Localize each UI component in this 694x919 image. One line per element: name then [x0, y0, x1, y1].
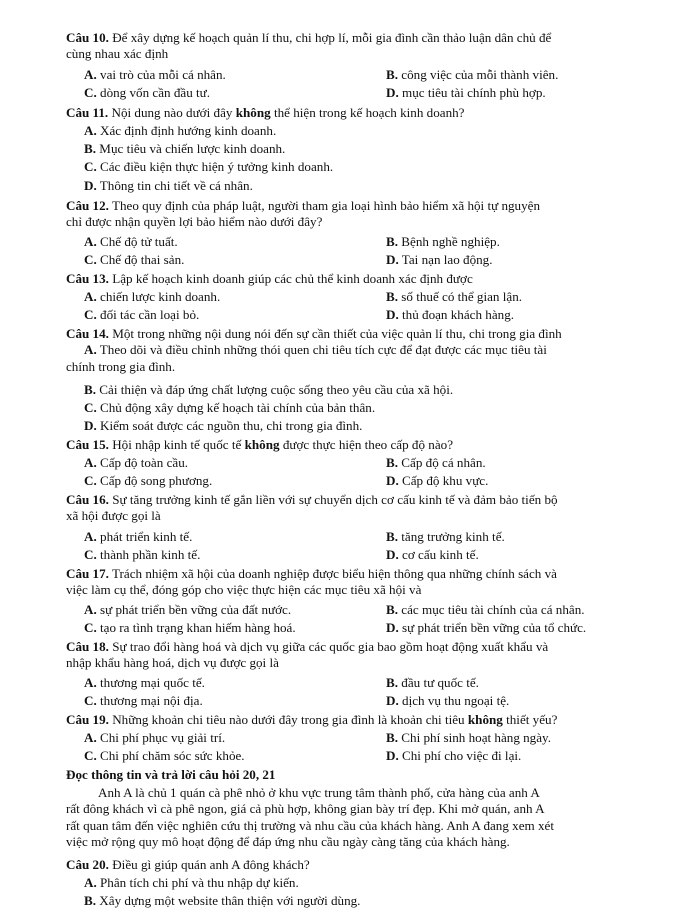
option-c: C. Chủ động xây dựng kế hoạch tài chính của bản thân.	[84, 400, 376, 415]
keyword: không	[467, 712, 503, 727]
question-17	[66, 566, 632, 638]
option-d: D. Thông tin chi tiết về cá nhân.	[84, 178, 253, 193]
option-d: D. mục tiêu tài chính phù hợp.	[386, 85, 546, 100]
question-number: Câu 18.	[66, 639, 109, 654]
question-16-stem: Câu 16. Sự tăng trưởng kinh tế gắn liền với sự chuyển dịch cơ cấu kinh tế và đảm bảo tiến bộ	[66, 492, 558, 507]
question-number: Câu 13.	[66, 271, 109, 286]
passage-line: rất quan tâm đến việc nghiên cứu thị trường và nhu cầu của khách hàng. Anh A đang xem xét	[66, 817, 554, 833]
option-d: D. Cấp độ khu vực.	[386, 473, 489, 488]
reading-passage	[66, 785, 632, 857]
passage-line: Anh A là chủ 1 quán cà phê nhỏ ở khu vực trung tâm thành phố, cửa hàng của anh A	[98, 785, 540, 800]
section-heading: Đọc thông tin và trả lời câu hỏi 20, 21	[66, 767, 276, 782]
option-a: A. phát triển kinh tế.	[84, 529, 193, 544]
question-text: chỉ được nhận quyền lợi bảo hiểm nào dưới đây?	[66, 214, 323, 230]
question-15-stem: Câu 15. Hội nhập kinh tế quốc tế không được thực hiện theo cấp độ nào?	[66, 437, 454, 452]
question-13-stem: Câu 13. Lập kế hoạch kinh doanh giúp các chủ thể kinh doanh xác định được	[66, 271, 473, 286]
option-b: B. Chi phí sinh hoạt hàng ngày.	[386, 730, 552, 745]
question-18	[66, 639, 632, 711]
question-number: Câu 10.	[66, 30, 109, 45]
question-17-stem: Câu 17. Trách nhiệm xã hội của doanh nghiệp được biểu hiện thông qua những chính sách và	[66, 566, 557, 581]
option-b: B. Bệnh nghề nghiệp.	[386, 234, 500, 249]
question-12-stem: Câu 12. Theo quy định của pháp luật, người tham gia loại hình bảo hiểm xã hội tự nguyện	[66, 198, 541, 213]
question-text: việc làm cụ thể, đóng góp cho việc thực hiện các mục tiêu xã hội và	[66, 582, 422, 598]
question-number: Câu 12.	[66, 198, 109, 213]
question-number: Câu 17.	[66, 566, 109, 581]
option-d: D. Chi phí cho việc đi lại.	[386, 748, 522, 763]
option-c: C. Chi phí chăm sóc sức khỏe.	[84, 748, 245, 763]
question-14-stem: Câu 14. Một trong những nội dung nói đến sự cần thiết của việc quản lí thu, chi trong gia đình	[66, 326, 562, 341]
option-b: B. đầu tư quốc tế.	[386, 675, 479, 690]
keyword: không	[235, 105, 271, 120]
option-c: C. Các điều kiện thực hiện ý tưởng kinh doanh.	[84, 159, 334, 174]
option-a: A. Chi phí phục vụ giải trí.	[84, 730, 226, 745]
option-b: B. số thuế có thể gian lận.	[386, 289, 523, 304]
question-14	[66, 326, 632, 438]
question-number: Câu 14.	[66, 326, 109, 341]
option-a: A. thương mại quốc tế.	[84, 675, 205, 690]
option-c: C. đối tác cần loại bỏ.	[84, 307, 200, 322]
option-a: A. Theo dõi và điều chỉnh những thói quen chi tiêu tích cực để đạt được các mục tiêu tài	[84, 342, 547, 358]
option-a: A. Cấp độ toàn cầu.	[84, 455, 189, 470]
question-number: Câu 19.	[66, 712, 109, 727]
option-a: A. vai trò của mỗi cá nhân.	[84, 67, 226, 82]
question-13	[66, 271, 632, 325]
option-d: D. dịch vụ thu ngoại tệ.	[386, 693, 510, 708]
question-20-stem: Câu 20. Điều gì giúp quán anh A đông khách?	[66, 857, 310, 872]
option-b: B. các mục tiêu tài chính của cá nhân.	[386, 602, 585, 617]
question-15	[66, 437, 632, 493]
option-a: A. Xác định định hướng kinh doanh.	[84, 123, 277, 138]
question-number: Câu 15.	[66, 437, 109, 452]
option-b: B. Cải thiện và đáp ứng chất lượng cuộc sống theo yêu cầu của xã hội.	[84, 382, 454, 397]
option-b: B. Cấp độ cá nhân.	[386, 455, 486, 470]
option-b: B. tăng trưởng kinh tế.	[386, 529, 505, 544]
question-text: xã hội được gọi là	[66, 508, 161, 524]
option-b: B. công việc của mỗi thành viên.	[386, 67, 559, 82]
option-c: C. thương mại nội địa.	[84, 693, 203, 708]
option-a-continued: chính trong gia đình.	[66, 358, 176, 374]
question-number: Câu 16.	[66, 492, 109, 507]
option-a: A. chiến lược kinh doanh.	[84, 289, 221, 304]
option-d: D. Kiểm soát được các nguồn thu, chi trong gia đình.	[84, 418, 363, 433]
question-20	[66, 857, 632, 913]
option-a: A. Chế độ tử tuất.	[84, 234, 178, 249]
option-c: C. thành phần kinh tế.	[84, 547, 201, 562]
option-a: A. sự phát triển bền vững của đất nước.	[84, 602, 292, 617]
question-number: Câu 11.	[66, 105, 109, 120]
option-b: B. Xây dựng một website thân thiện với người dùng.	[84, 893, 361, 908]
option-d: D. sự phát triển bền vững của tổ chức.	[386, 620, 587, 635]
option-d: D. cơ cấu kinh tế.	[386, 547, 479, 562]
passage-line: rất đông khách vì cà phê ngon, giá cả phù hợp, không gian bày trí đẹp. Khi mở quán, anh A	[66, 801, 545, 817]
question-19-stem: Câu 19. Những khoản chi tiêu nào dưới đây trong gia đình là khoản chi tiêu không thiết yếu?	[66, 712, 558, 727]
question-10-stem	[66, 30, 632, 46]
question-10	[66, 30, 632, 114]
question-19	[66, 712, 632, 766]
option-c: C. Chế độ thai sản.	[84, 252, 185, 267]
option-c: C. Cấp độ song phương.	[84, 473, 213, 488]
question-text: cùng nhau xác định	[66, 46, 169, 62]
option-c: C. dòng vốn cần đầu tư.	[84, 85, 211, 100]
option-a: A. Phân tích chi phí và thu nhập dự kiến.	[84, 875, 299, 890]
keyword: không	[244, 437, 280, 452]
passage-line: việc mở rộng quy mô hoạt động để đáp ứng nhu cầu ngày càng tăng của khách hàng.	[66, 833, 510, 849]
question-11	[66, 105, 632, 200]
question-11-stem: Câu 11. Nội dung nào dưới đây không thể hiện trong kế hoạch kinh doanh?	[66, 105, 465, 120]
question-text: nhập khẩu hàng hoá, dịch vụ được gọi là	[66, 655, 279, 671]
option-d: D. thủ đoạn khách hàng.	[386, 307, 515, 322]
question-18-stem: Câu 18. Sự trao đổi hàng hoá và dịch vụ giữa các quốc gia bao gồm hoạt động xuất khẩu và	[66, 639, 549, 654]
question-16	[66, 492, 632, 564]
option-d: D. Tai nạn lao động.	[386, 252, 493, 267]
question-12	[66, 198, 632, 270]
option-c: C. tạo ra tình trạng khan hiếm hàng hoá.	[84, 620, 296, 635]
question-number: Câu 20.	[66, 857, 109, 872]
question-text: Để xây dựng kế hoạch quản lí thu, chi hợp lí, mỗi gia đình cần thảo luận dân chủ để	[112, 30, 552, 45]
option-b: B. Mục tiêu và chiến lược kinh doanh.	[84, 141, 286, 156]
